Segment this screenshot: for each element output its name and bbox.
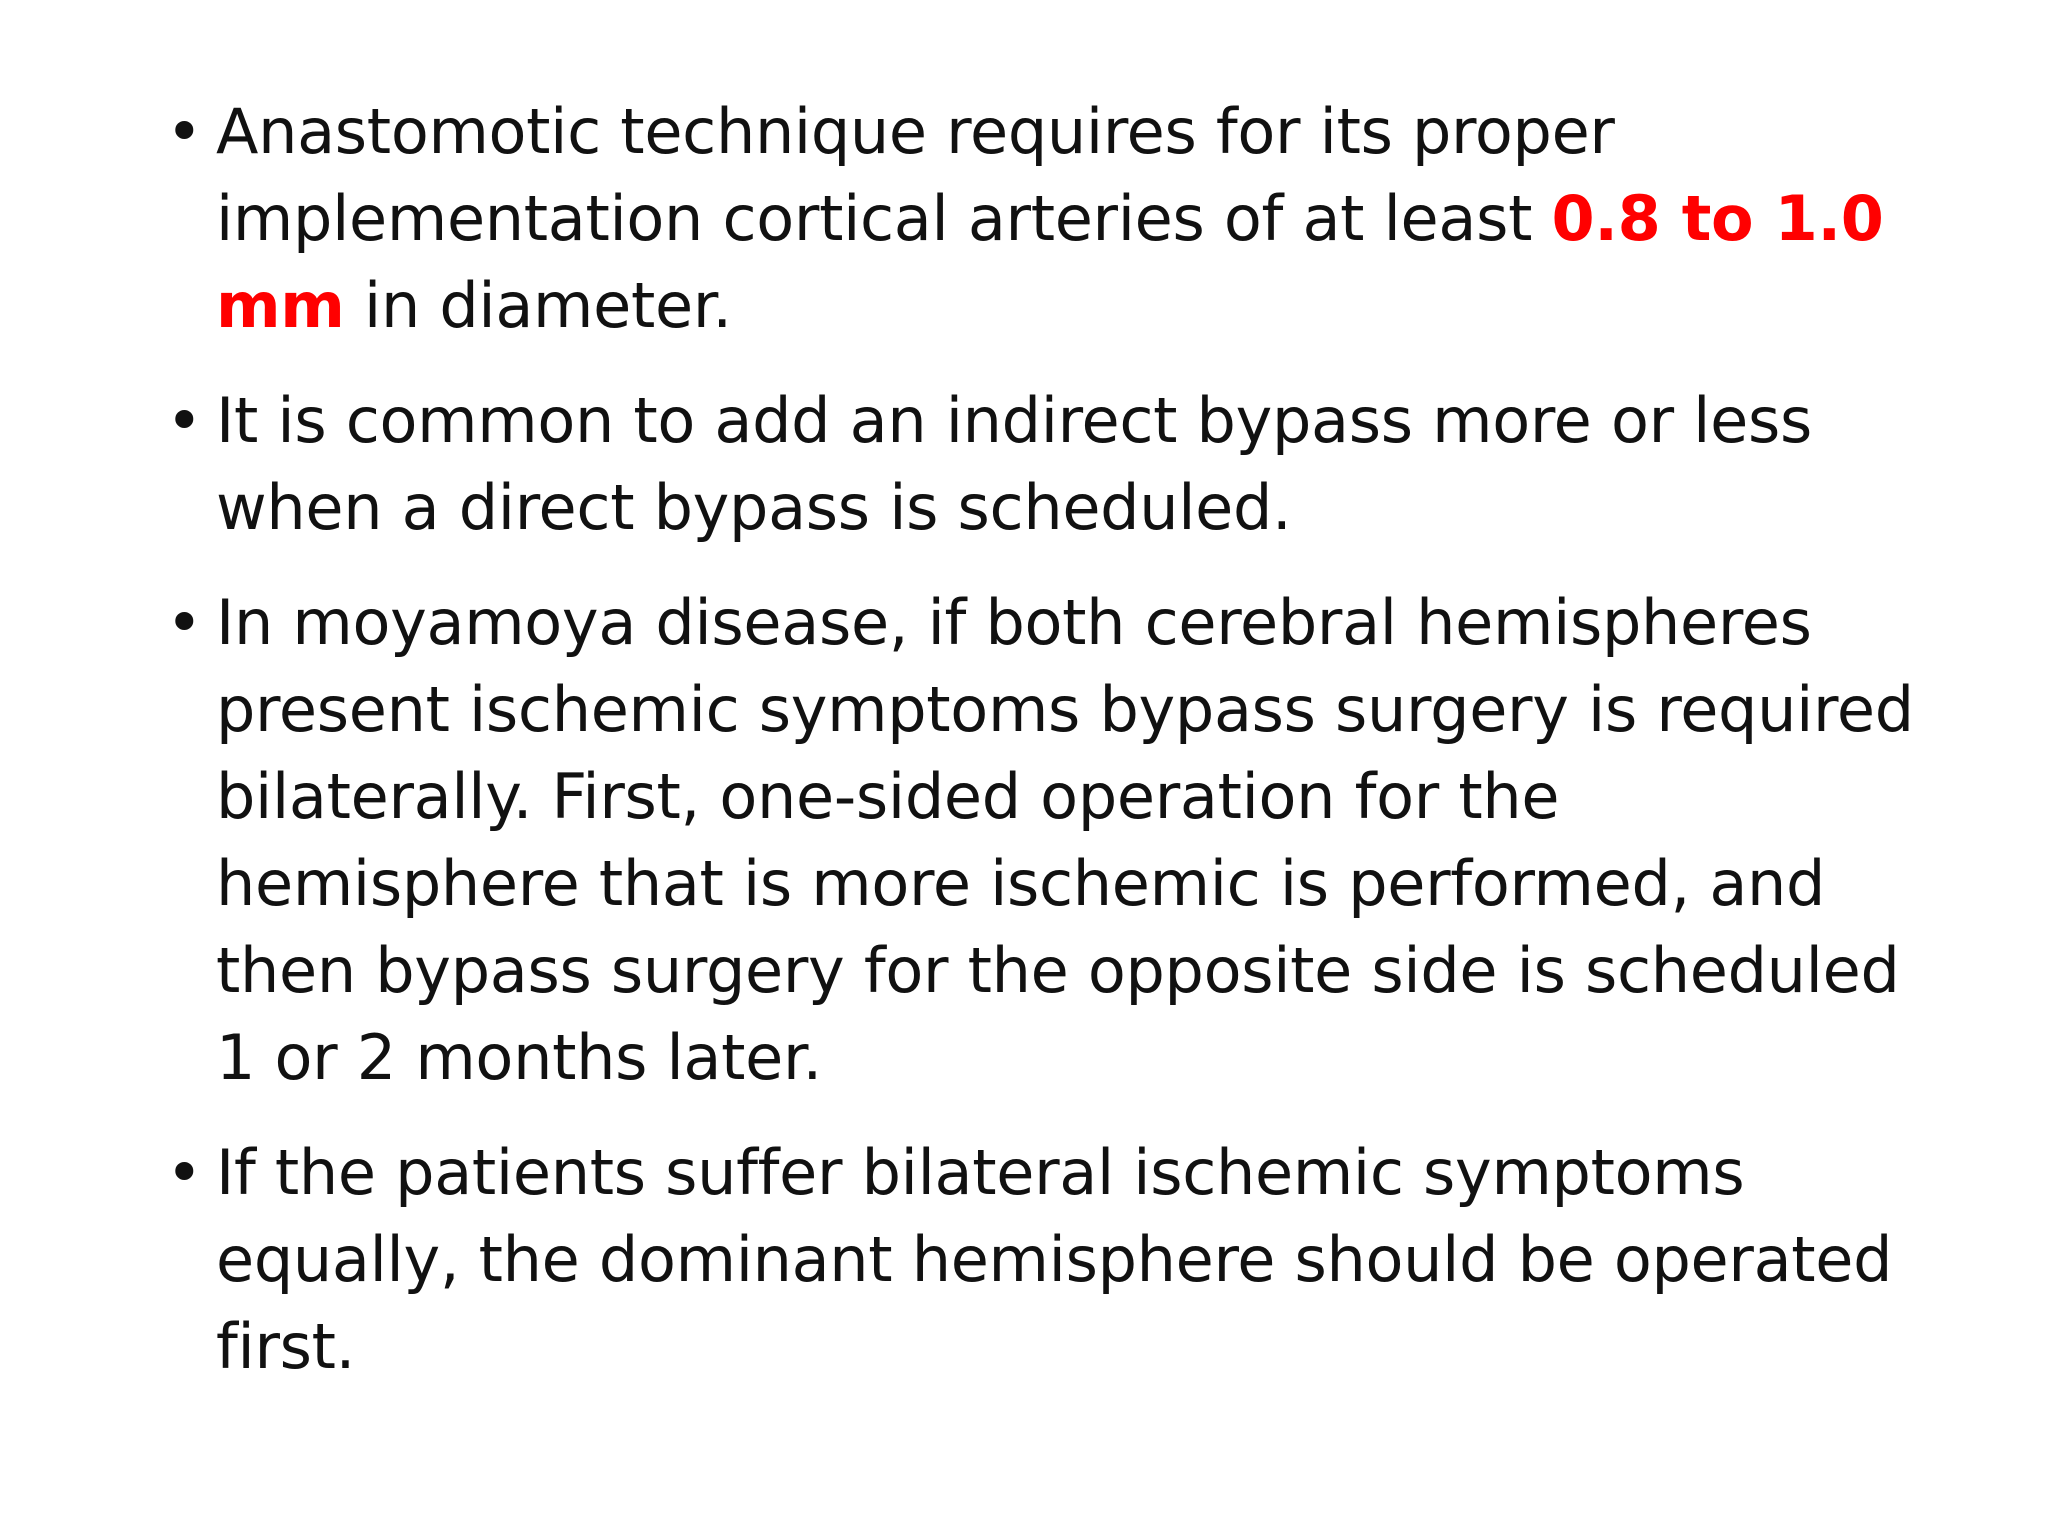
bullet-3-text: In moyamoya disease, if both cerebral hemispheres present ischemic symptoms bypass surgery is required bilaterally. First, one-sided operation for the hemisphere that is more ischemic is performed, and then bypass surgery for the opposite side is scheduled 1 or 2 months later. — [216, 586, 1914, 1094]
bullet-4-text: If the patients suffer bilateral ischemic symptoms equally, the dominant hemisphere should be operated first. — [216, 1136, 1893, 1383]
bullet-item-2 — [160, 377, 1920, 551]
bullet-icon: • — [166, 95, 203, 168]
bullet-icon: • — [166, 384, 203, 457]
bullet-1-text-after: in diameter. — [344, 269, 732, 342]
bullet-item-3 — [160, 579, 1920, 1101]
bullet-1-highlight: 0.8 to 1.0 mm — [216, 182, 1884, 342]
bullet-2-text: It is common to add an indirect bypass more or less when a direct bypass is scheduled. — [216, 384, 1812, 544]
bullet-list — [160, 88, 1920, 1418]
bullet-item-1 — [160, 88, 1920, 349]
bullet-item-4 — [160, 1129, 1920, 1390]
bullet-icon: • — [166, 586, 203, 659]
bullet-1-text-before: Anastomotic technique requires for its proper implementation cortical arteries of at least — [216, 95, 1615, 255]
bullet-icon: • — [166, 1136, 203, 1209]
